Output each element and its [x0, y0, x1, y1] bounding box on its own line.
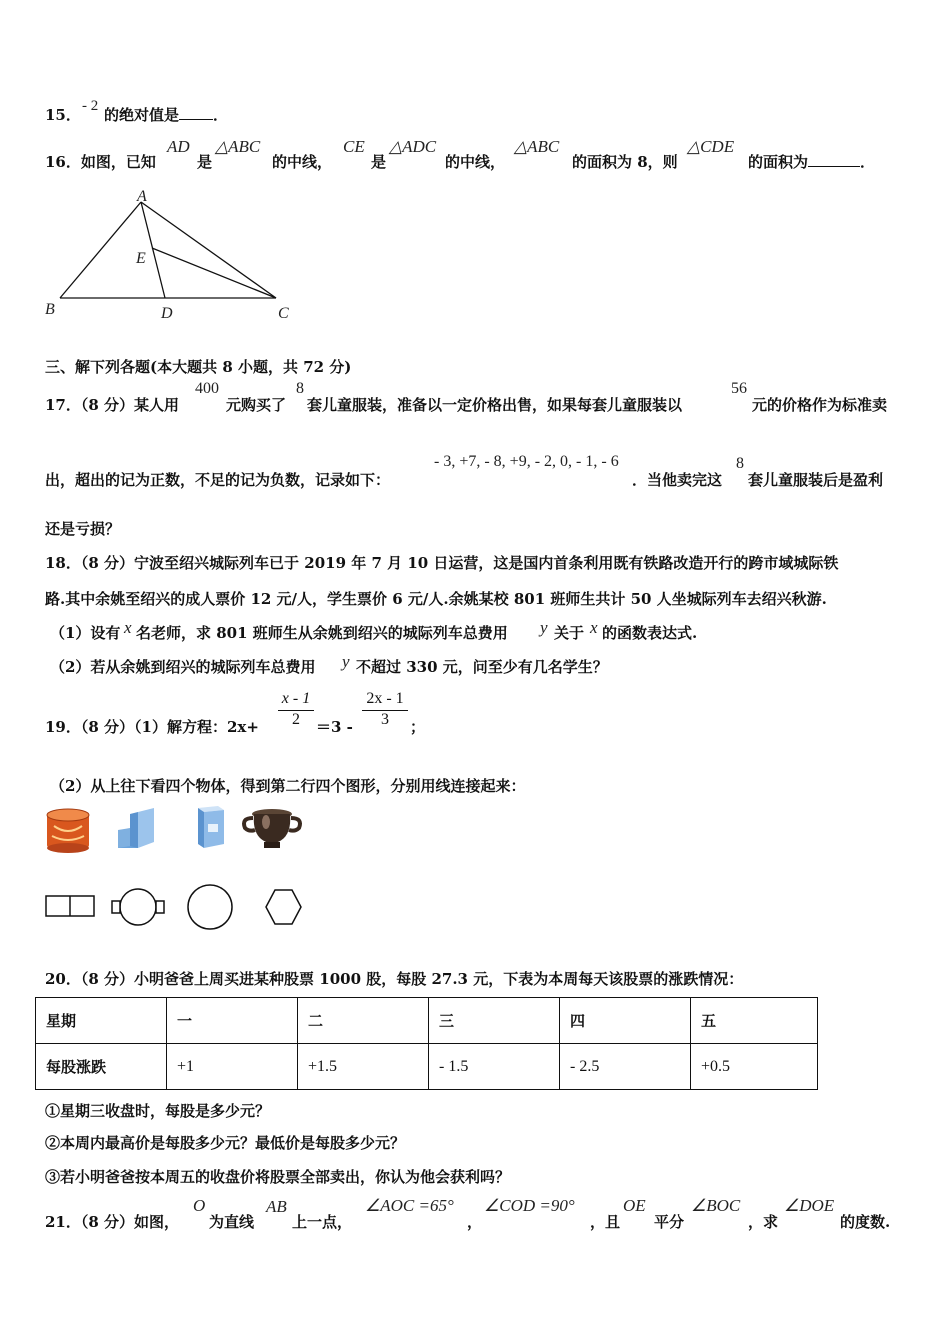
- q17-t2: 套儿童服装，准备以一定价格出售，如果每套儿童服装以: [307, 396, 683, 414]
- q16-end: ．: [860, 153, 876, 171]
- hexagon-view: [266, 890, 301, 924]
- circle-view: [188, 885, 232, 929]
- q19-fraction-2: [362, 690, 408, 729]
- q20-line: 20．（8 分）小明爸爸上周买进某种股票 1000 股，每股 27.3 元，下表为本周每天该股票的涨跌情况：: [45, 970, 744, 988]
- q21-angle-doe: ∠DOE: [784, 1196, 835, 1215]
- q19-fraction-1: [278, 690, 314, 729]
- q18-p1d: 的函数表达式.: [602, 624, 698, 642]
- q21-angle-aoc: ∠AOC =65°: [365, 1196, 454, 1215]
- q18-p1b: 名老师，求 801 班师生从余姚到绍兴的城际列车总费用: [136, 624, 508, 642]
- q18-x: x: [124, 618, 132, 637]
- q17-8: 8: [296, 380, 304, 397]
- q18-p2a: （2）若从余姚到绍兴的城际列车总费用: [50, 658, 316, 676]
- objects-row: [40, 802, 310, 858]
- q17-sequence: - 3, +7, - 8, +9, - 2, 0, - 1, - 6: [434, 453, 619, 470]
- q18-y: y: [540, 618, 548, 637]
- q16-t6: 的面积为: [748, 153, 809, 171]
- q21-o: O: [193, 1196, 206, 1215]
- q21-number: 21．（8 分）如图，: [45, 1213, 180, 1231]
- q17-t6: 套儿童服装后是盈利: [748, 471, 884, 489]
- q19-part2: （2）从上往下看四个物体，得到第二行四个图形，分别用线连接起来：: [50, 777, 526, 795]
- stock-table: [35, 997, 818, 1090]
- q21-angle-cod: ∠COD =90°: [484, 1196, 575, 1215]
- step-blocks-object: [118, 808, 154, 848]
- header-cell-weekday: 星期: [36, 998, 167, 1044]
- q21-ab: AB: [266, 1197, 287, 1216]
- q16-number: 16．如图，已知: [45, 153, 156, 171]
- q20-sub1: ①星期三收盘时，每股是多少元？: [45, 1102, 271, 1120]
- cell-wed: - 1.5: [429, 1044, 560, 1090]
- q19-f1-den: 2: [292, 711, 300, 728]
- segment-ab: [60, 202, 141, 298]
- q16-t1: 是: [197, 153, 213, 171]
- q19-f2-num: 2x - 1: [362, 690, 408, 711]
- cell-mon: +1: [167, 1044, 298, 1090]
- q18-p2b: 不超过 330 元，问至少有几名学生？: [356, 658, 608, 676]
- q18-y2: y: [342, 652, 350, 671]
- header-cell-fri: 五: [691, 998, 818, 1044]
- q21-t5: ，求: [748, 1213, 779, 1231]
- q15-math: - 2: [82, 98, 99, 114]
- header-cell-wed: 三: [429, 998, 560, 1044]
- q21-angle-boc: ∠BOC: [691, 1196, 741, 1215]
- q17-t3: 元的价格作为标准卖: [752, 396, 888, 414]
- q17-number: 17．（8 分）某人用: [45, 396, 180, 414]
- q20-sub2: ②本周内最高价是每股多少元？最低价是每股多少元？: [45, 1134, 406, 1152]
- label-b: B: [45, 301, 55, 318]
- q16-t5: 的面积为 8，则: [572, 153, 678, 171]
- q19-f2-den: 3: [381, 711, 389, 728]
- q18-p1a: （1）设有: [50, 624, 121, 642]
- label-e: E: [136, 250, 146, 267]
- q16-ad: AD: [167, 137, 190, 156]
- q16-ce: CE: [343, 137, 365, 156]
- triangle-figure: [40, 188, 310, 328]
- q18-x2: x: [590, 618, 598, 637]
- q17-400: 400: [195, 380, 219, 397]
- row-label: 每股涨跌: [36, 1044, 167, 1090]
- q19-eq: ＝3 -: [316, 718, 353, 736]
- q17-t1: 元购买了: [226, 396, 287, 414]
- label-a: A: [137, 188, 147, 205]
- q21-t6: 的度数.: [840, 1213, 891, 1231]
- q19-end: ；: [410, 718, 426, 736]
- q15-number: 15．: [45, 106, 81, 124]
- segment-ce: [152, 248, 276, 298]
- q20-sub3: ③若小明爸爸按本周五的收盘价将股票全部卖出，你认为他会获利吗？: [45, 1168, 511, 1186]
- circle-with-handles-view: [112, 889, 164, 925]
- header-cell-tue: 二: [298, 998, 429, 1044]
- q15-answer-blank: [179, 105, 213, 120]
- q16-tri-cde: △CDE: [687, 137, 735, 156]
- q21-t4: 平分: [654, 1213, 685, 1231]
- q21-t2: 上一点，: [292, 1213, 353, 1231]
- q17-t4: 出，超出的记为正数，不足的记为负数，记录如下：: [45, 471, 391, 489]
- q16-t4: 的中线，: [445, 153, 506, 171]
- q16-t3: 是: [371, 153, 387, 171]
- label-d: D: [161, 305, 173, 322]
- q16-answer-blank: [808, 152, 860, 167]
- q21-comma: ，: [467, 1213, 483, 1231]
- table-row: [36, 1044, 818, 1090]
- q18-line1: 18．（8 分）宁波至绍兴城际列车已于 2019 年 7 月 10 日运营，这是国内首条利用既有铁路改造开行的跨市域城际铁: [45, 554, 839, 572]
- q19-f1-num: x - 1: [281, 690, 311, 707]
- q17-8b: 8: [736, 455, 744, 472]
- q16-t2: 的中线，: [272, 153, 333, 171]
- table-header-row: [36, 998, 818, 1044]
- header-cell-mon: 一: [167, 998, 298, 1044]
- q21-t3: ，且: [590, 1213, 621, 1231]
- header-cell-thu: 四: [560, 998, 691, 1044]
- q16-tri-adc: △ADC: [389, 137, 437, 156]
- two-rectangles-view: [46, 896, 94, 916]
- q15-text: 的绝对值是: [104, 106, 180, 124]
- cell-fri: +0.5: [691, 1044, 818, 1090]
- q17-t7: 还是亏损？: [45, 520, 121, 538]
- barrel-object: [47, 809, 89, 853]
- l-block-object: [198, 806, 224, 848]
- q17-56: 56: [731, 380, 747, 397]
- pot-object: [244, 809, 300, 848]
- label-c: C: [278, 305, 289, 322]
- views-row: [40, 882, 310, 938]
- q19-number: 19．（8 分）（1）解方程：2x+: [45, 718, 259, 736]
- cell-thu: - 2.5: [560, 1044, 691, 1090]
- cell-tue: +1.5: [298, 1044, 429, 1090]
- q18-p1c: 关于: [554, 624, 585, 642]
- q18-line2: 路.其中余姚至绍兴的成人票价 12 元/人，学生票价 6 元/人.余姚某校 801 班师生共计 50 人坐城际列车去绍兴秋游.: [45, 590, 827, 608]
- q17-t5: ．当他卖完这: [632, 471, 723, 489]
- q16-tri-abc: △ABC: [215, 137, 261, 156]
- section-title: 三、解下列各题(本大题共 8 小题，共 72 分): [45, 358, 352, 376]
- q21-t1: 为直线: [209, 1213, 255, 1231]
- q15-end: ．: [213, 106, 229, 124]
- q16-tri-abc2: △ABC: [514, 137, 560, 156]
- q21-oe: OE: [623, 1196, 646, 1215]
